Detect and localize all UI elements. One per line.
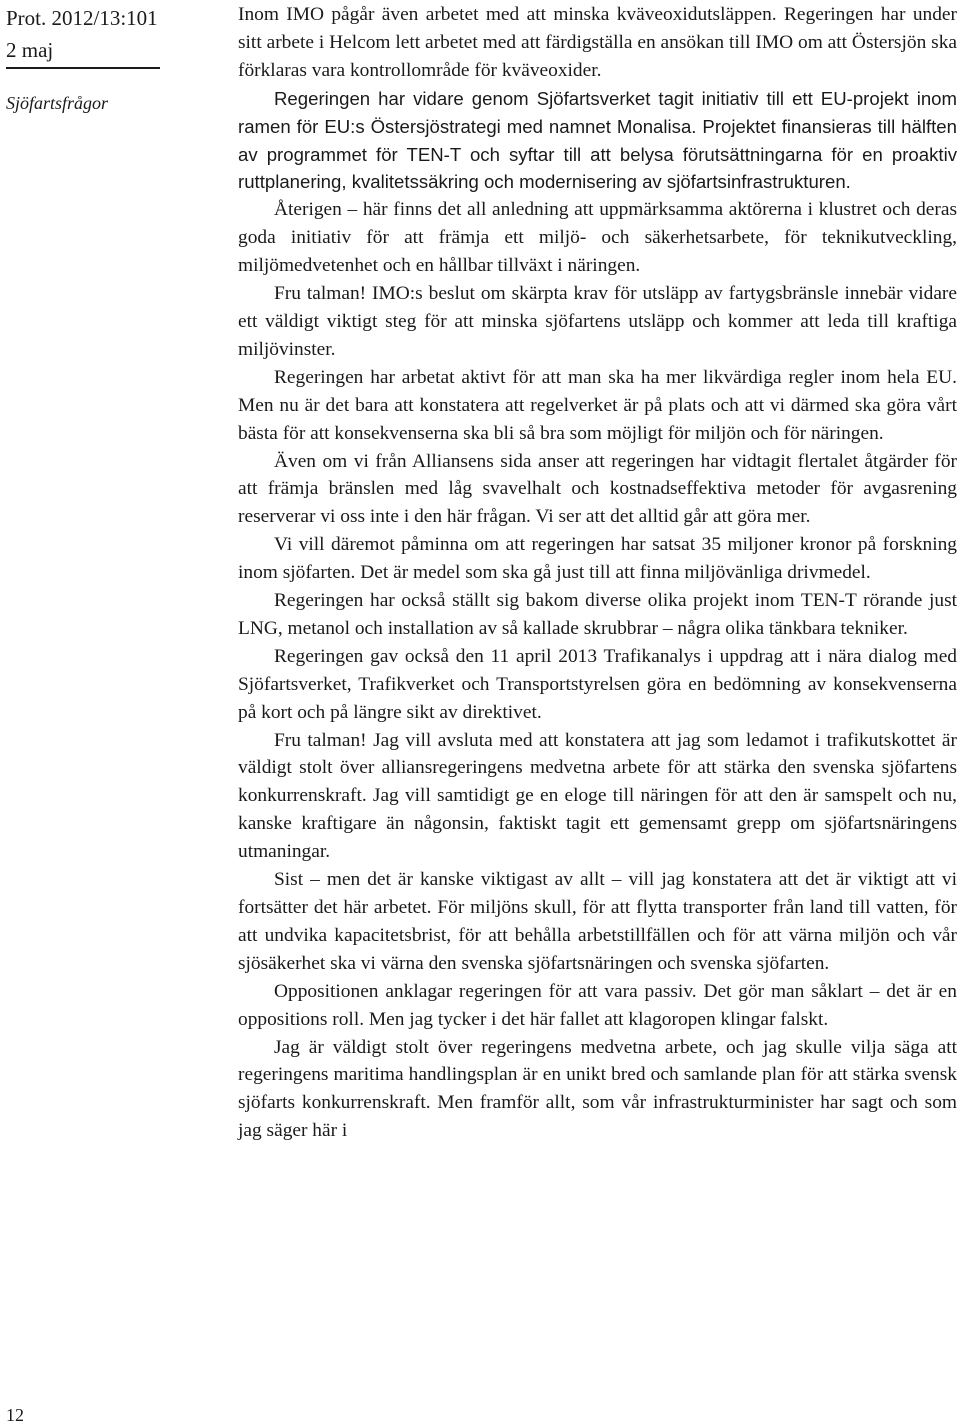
paragraph: Jag är väldigt stolt över regeringens medvetna arbete, och jag skulle vilja säga att regeringens maritima handlingsplan är en unikt bred och samlande plan för att stärka svensk sjöfarts konkurrenskraft. Men framför allt, som vår infrastrukturminister har sagt och som jag säger här i: [238, 1036, 957, 1142]
paragraph: Inom IMO pågår även arbetet med att minska kväveoxidutsläppen. Regeringen har under sitt arbete i Helcom lett arbetet med att färdigställa en ansökan till IMO om att Östersjön ska förklaras vara kontrollområde för kväveoxider.: [238, 4, 957, 81]
paragraph: Vi vill däremot påminna om att regeringen har satsat 35 miljoner kronor på forskning inom sjöfarten. Det är medel som ska gå just till att finna miljövänliga drivmedel.: [238, 534, 957, 584]
protocol-date: 2 maj: [6, 38, 54, 62]
paragraph: Även om vi från Alliansens sida anser att regeringen har vidtagit flertalet åtgärder för att främja bränslen med låg svavelhalt och kostnadseffektiva metoder för avgasrening reserverar vi oss inte i den här frågan. Vi ser att det alltid går att göra mer.: [238, 450, 957, 528]
section-heading: Sjöfartsfrågor: [6, 93, 109, 113]
paragraph: Regeringen har vidare genom Sjöfartsverket tagit initiativ till ett EU-projekt inom ramen för EU:s Östersjöstrategi med namnet Monalisa. Projektet finansieras till hälften av programmet för TEN-T och syftar till att belysa förutsättningarna för en proaktiv ruttplanering, kvalitetssäkring och modernisering av sjöfartsinfrastrukturen.: [238, 87, 957, 193]
paragraph: Fru talman! IMO:s beslut om skärpta krav för utsläpp av fartygsbränsle innebär vidare ett väldigt viktigt steg för att minska sjöfartens utsläpp och kommer att leda till kraftiga miljövinster.: [238, 283, 957, 360]
paragraph: Sist – men det är kanske viktigast av allt – vill jag konstatera att det är viktigt att vi fortsätter det här arbetet. För miljöns skull, för att flytta transporter från land till vatten, för att undvika kapacitetsbrist, för att behålla arbetstillfällen och för att värna miljön och vår sjösäkerhet ska vi värna den svenska sjöfartsnäringen och svenska sjöfarten.: [238, 869, 957, 974]
header-rule: [6, 67, 160, 69]
paragraph: Återigen – här finns det all anledning att uppmärksamma aktörerna i klustret och deras goda initiativ för att främja ett miljö- och säkerhetsarbete, för teknikutveckling, miljömedvetenhet och en hållbar tillväxt i näringen.: [238, 199, 957, 277]
protocol-number: Prot. 2012/13:101: [6, 6, 158, 30]
margin-column: [6, 0, 228, 1428]
paragraph: Regeringen har också ställt sig bakom diverse olika projekt inom TEN-T rörande just LNG, metanol och installation av så kallade skrubbrar – några olika tänkbara tekniker.: [238, 590, 957, 639]
page-number: 12: [6, 1405, 24, 1425]
paragraph: Fru talman! Jag vill avsluta med att konstatera att jag som ledamot i trafikutskottet är väldigt stolt över alliansregeringens medvetna arbete för att stärka den svenska sjöfartens konkurrenskraft. Jag vill samtidigt ge en eloge till näringen för att den är samspelt och nu, kanske kraftigare än någonsin, faktiskt tagit ett gemensamt grepp om sjöfartsnäringens utmaningar.: [238, 729, 957, 863]
body-text: [238, 1, 957, 1145]
paragraph: Regeringen gav också den 11 april 2013 Trafikanalys i uppdrag att i nära dialog med Sjöfartsverket, Trafikverket och Transportstyrelsen göra en bedömning av konsekvenserna på kort och på längre sikt av direktivet.: [238, 645, 957, 723]
paragraph: Oppositionen anklagar regeringen för att vara passiv. Det gör man såklart – det är en oppositions roll. Men jag tycker i det här fallet att klagoropen klingar falskt.: [238, 980, 957, 1030]
paragraph: Regeringen har arbetat aktivt för att man ska ha mer likvärdiga regler inom hela EU. Men nu är det bara att konstatera att regelverket är på plats och att vi därmed ska göra vårt bästa för att konsekvenserna ska bli så bra som möjligt för miljön och för näringen.: [238, 366, 957, 444]
